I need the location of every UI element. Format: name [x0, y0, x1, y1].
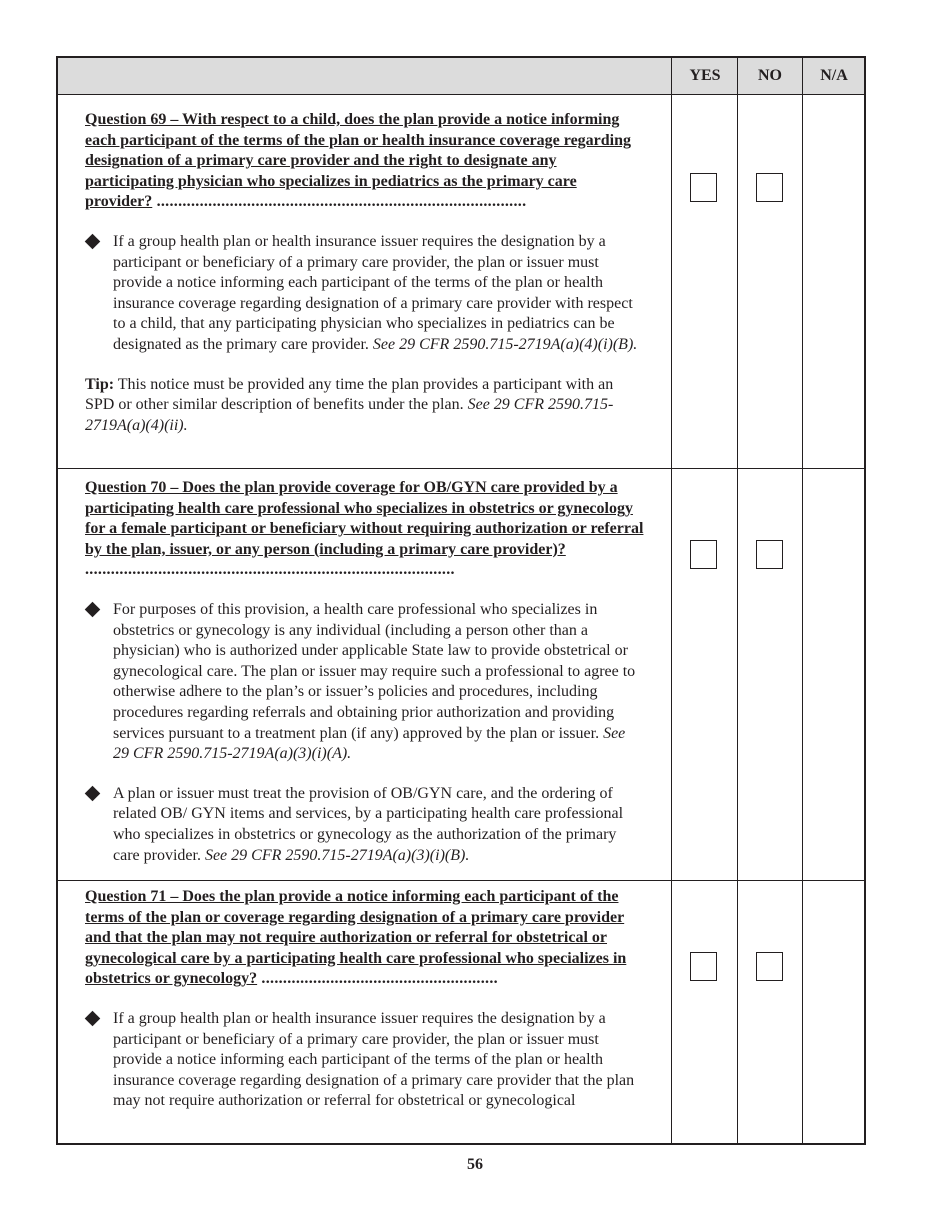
- column-divider: [802, 58, 803, 1143]
- question-69-no-checkbox[interactable]: [756, 173, 783, 202]
- checklist-table: [56, 56, 866, 1145]
- no-column-header: NO: [758, 67, 782, 84]
- question-69-yes-checkbox[interactable]: [690, 173, 717, 202]
- question-71-yes-checkbox[interactable]: [690, 952, 717, 981]
- diamond-bullet-icon: [85, 1011, 101, 1027]
- diamond-bullet-icon: [85, 234, 101, 250]
- question-70-no-checkbox[interactable]: [756, 540, 783, 569]
- row-divider: [58, 880, 864, 881]
- question-71-no-checkbox[interactable]: [756, 952, 783, 981]
- page-number: 56: [467, 1156, 483, 1173]
- na-column-header: N/A: [820, 67, 848, 84]
- question-70-cell: [85, 478, 645, 866]
- diamond-bullet-icon: [85, 785, 101, 801]
- question-71-cell: [85, 887, 645, 1112]
- question-71-text: Question 71 – Does the plan provide a notice informing each participant of the terms of the plan or coverage regarding designation of a primary care provider and that the plan may not require authorization or referral for obstetrical or gynecological care by a participating health care professional who specializes in obstetrics or gynecology? .......................................................: [85, 888, 627, 988]
- question-71-bullet: If a group health plan or health insurance issuer requires the designation by a participant or beneficiary of a primary care provider, the plan or issuer must provide a notice informing each participant of the terms of the plan or health insurance coverage regarding designation of a primary care provider that the plan may not require authorization or referral for obstetrical or gynecological: [85, 1009, 645, 1112]
- question-70-text: Question 70 – Does the plan provide coverage for OB/GYN care provided by a participating health care professional who specializes in obstetrics or gynecology for a female participant or beneficiary without requiring authorization or referral by the plan, issuer, or any person (including a primary care provider)? ......................................................................................: [85, 479, 644, 579]
- question-70-yes-checkbox[interactable]: [690, 540, 717, 569]
- question-70-bullet-1: For purposes of this provision, a health care professional who specializes in obstetrics or gynecology is any individual (including a person other than a physician) who is authorized under applicable State law to provide obstetrical or gynecological care. The plan or issuer may require such a professional to agree to otherwise adhere to the plan’s or issuer’s policies and procedures, including procedures regarding referrals and obtaining prior authorization and providing services pursuant to a treatment plan (if any) approved by the plan or issuer. See 29 CFR 2590.715-2719A(a)(3)(i)(A).: [85, 600, 645, 765]
- diamond-bullet-icon: [85, 602, 101, 618]
- question-69-text: Question 69 – With respect to a child, does the plan provide a notice informing each participant of the terms of the plan or health insurance coverage regarding designation of a primary care provider and the right to designate any participating physician who specializes in pediatrics as the primary care provider? ......................................................................................: [85, 111, 632, 211]
- column-divider: [671, 58, 672, 1143]
- question-69-bullet: If a group health plan or health insurance issuer requires the designation by a participant or beneficiary of a primary care provider, the plan or issuer must provide a notice informing each participant of the terms of the plan or health insurance coverage regarding designation of a primary care provider with respect to a child, that any participating physician who specializes in pediatrics can be designated as the primary care provider. See 29 CFR 2590.715-2719A(a)(4)(i)(B).: [85, 232, 645, 356]
- question-70-bullet-2: A plan or issuer must treat the provision of OB/GYN care, and the ordering of related OB/ GYN items and services, by a participating health care professional who specializes in obstetrics or gynecology as the authorization of the primary care provider. See 29 CFR 2590.715-2719A(a)(3)(i)(B).: [85, 784, 645, 866]
- question-69-tip: Tip: This notice must be provided any time the plan provides a participant with an SPD or other similar description of benefits under the plan. See 29 CFR 2590.715-2719A(a)(4)(ii).: [85, 375, 614, 434]
- yes-column-header: YES: [689, 67, 721, 84]
- question-69-cell: [85, 110, 645, 436]
- row-divider: [58, 468, 864, 469]
- column-divider: [737, 58, 738, 1143]
